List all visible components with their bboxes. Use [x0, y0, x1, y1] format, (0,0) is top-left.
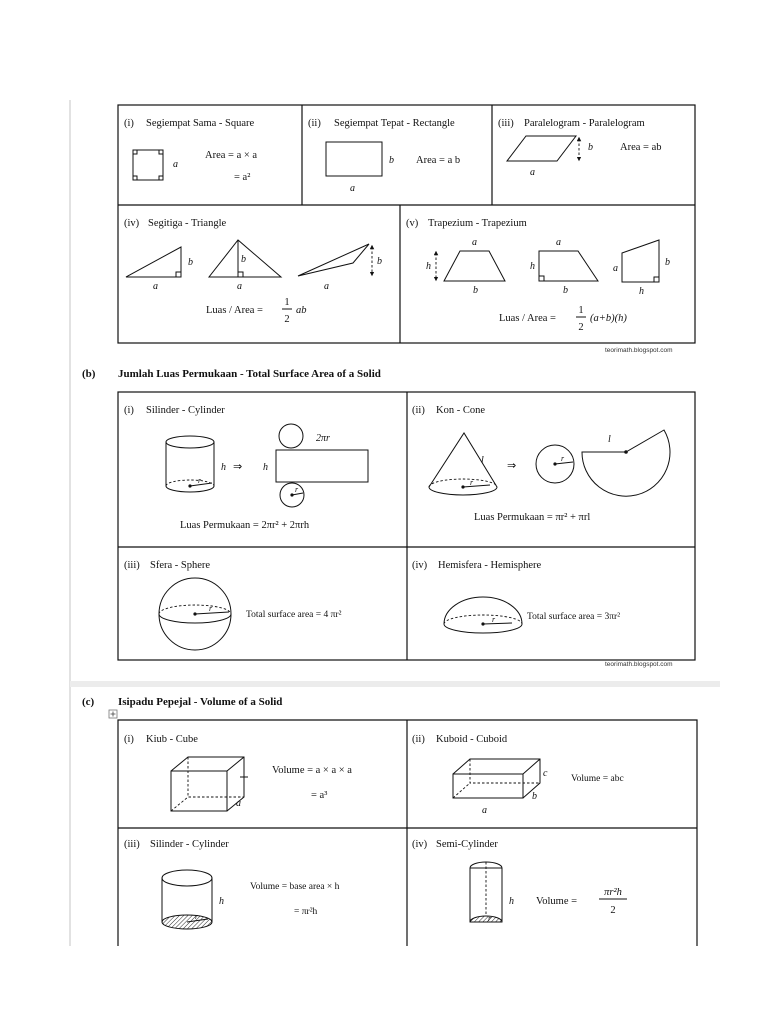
radius-label: r [488, 914, 492, 923]
base-label: a [324, 281, 329, 292]
cell-title: Segiempat Sama - Square [146, 118, 255, 129]
cell-number: (v) [406, 218, 419, 229]
cell-number: (iii) [124, 839, 140, 850]
cell-title: Paralelogram - Paralelogram [524, 118, 645, 129]
cell-title: Segiempat Tepat - Rectangle [334, 118, 455, 129]
radius-label: r [561, 454, 565, 463]
cell-title: Trapezium - Trapezium [428, 218, 527, 229]
radius-label: r [492, 615, 496, 624]
cell-number: (iii) [498, 118, 514, 129]
sector-center-dot [624, 450, 628, 454]
area-formula: Area = a b [416, 155, 461, 166]
surface-area-formula: Total surface area = 3πr² [527, 612, 621, 622]
implies-arrow: ⇒ [233, 460, 243, 473]
height-label: h [426, 261, 431, 272]
cell-number: (i) [124, 405, 134, 416]
area-formula: Area = ab [620, 142, 662, 153]
radius-label: r [209, 604, 213, 613]
cell-number: (iv) [124, 218, 140, 229]
surface-area-formula: Luas Permukaan = 2πr² + 2πrh [180, 520, 310, 531]
implies-arrow: ⇒ [507, 459, 517, 472]
cell-title: Segitiga - Triangle [148, 218, 227, 229]
radius-label: r [195, 912, 199, 921]
fraction-denominator: 2 [578, 322, 584, 333]
height-label: b [377, 256, 382, 267]
cell-number: (ii) [412, 734, 425, 745]
height-label: b [588, 142, 593, 153]
slant-label: l [608, 434, 611, 445]
cell-title: Sfera - Sphere [150, 560, 211, 571]
area-formula: Area = a × a [205, 150, 258, 161]
cell-number: (i) [124, 734, 134, 745]
base-label: a [237, 281, 242, 292]
radius-label: r [198, 476, 202, 485]
height-label: b [241, 254, 246, 265]
fraction-denominator: 2 [284, 314, 290, 325]
section-label: (c) [82, 696, 95, 708]
cell-title: Silinder - Cylinder [146, 405, 225, 416]
cell-number: (iv) [412, 560, 428, 571]
cell-title: Silinder - Cylinder [150, 839, 229, 850]
cell-title: Kiub - Cube [146, 734, 198, 745]
formula-prefix: Volume = [536, 896, 578, 907]
top-label: a [556, 237, 561, 248]
surface-area-formula: Total surface area = 4 πr² [246, 610, 342, 620]
fraction-numerator: 1 [284, 297, 290, 308]
area-formula-result: = a² [234, 172, 251, 183]
volume-formula-result: = πr²h [294, 907, 318, 917]
base-label: a [530, 167, 535, 178]
slant-label: l [481, 455, 484, 466]
radius-label: r [295, 485, 299, 494]
cell-number: (iii) [124, 560, 140, 571]
top-label: a [472, 237, 477, 248]
height-label: h [509, 896, 514, 907]
height-label: h [221, 462, 226, 473]
fraction-numerator: πr²h [604, 887, 622, 898]
circumference-label: 2πr [316, 433, 330, 444]
bottom-label: b [473, 285, 478, 296]
watermark: teorimath.blogspot.com [605, 347, 673, 354]
radius-label: r [470, 478, 474, 487]
formula-suffix: ab [296, 305, 307, 316]
volume-formula: Volume = a × a × a [272, 765, 352, 776]
fraction-numerator: 1 [578, 305, 584, 316]
volume-formula: Volume = abc [571, 774, 624, 784]
section-label: (b) [82, 368, 96, 380]
cell-title: Hemisfera - Hemisphere [438, 560, 542, 571]
formula-prefix: Luas / Area = [499, 313, 556, 324]
cell-title: Kuboid - Cuboid [436, 734, 508, 745]
cell-number: (i) [124, 118, 134, 129]
side-label: a [236, 798, 241, 809]
top-label: a [613, 263, 618, 274]
base-label: a [153, 281, 158, 292]
height-label: h [219, 896, 224, 907]
cell-number: (ii) [308, 118, 321, 129]
length-label: a [482, 805, 487, 816]
page-gap-band [70, 681, 720, 687]
height-label: h [639, 286, 644, 297]
height-label: b [188, 257, 193, 268]
height-label: c [543, 768, 548, 779]
cell-title: Semi-Cylinder [436, 839, 498, 850]
width-label: a [350, 183, 355, 194]
height-label: b [389, 155, 394, 166]
height-label: h [263, 462, 268, 473]
volume-formula: Volume = base area × h [250, 882, 340, 892]
volume-formula-result: = a³ [311, 790, 328, 801]
section-title: Isipadu Pepejal - Volume of a Solid [118, 696, 283, 708]
side-label: a [173, 159, 178, 170]
section-title: Jumlah Luas Permukaan - Total Surface Area of a Solid [118, 368, 381, 380]
cell-number: (iv) [412, 839, 428, 850]
fraction-denominator: 2 [610, 905, 616, 916]
watermark: teorimath.blogspot.com [605, 661, 673, 668]
cell-title: Kon - Cone [436, 405, 485, 416]
surface-area-formula: Luas Permukaan = πr² + πrl [474, 512, 591, 523]
height-label: h [530, 261, 535, 272]
bottom-label: b [665, 257, 670, 268]
bottom-label: b [563, 285, 568, 296]
table-move-handle-icon[interactable] [109, 710, 117, 718]
formula-prefix: Luas / Area = [206, 305, 263, 316]
cell-number: (ii) [412, 405, 425, 416]
formula-suffix: (a+b)(h) [590, 313, 627, 324]
width-label: b [532, 791, 537, 802]
